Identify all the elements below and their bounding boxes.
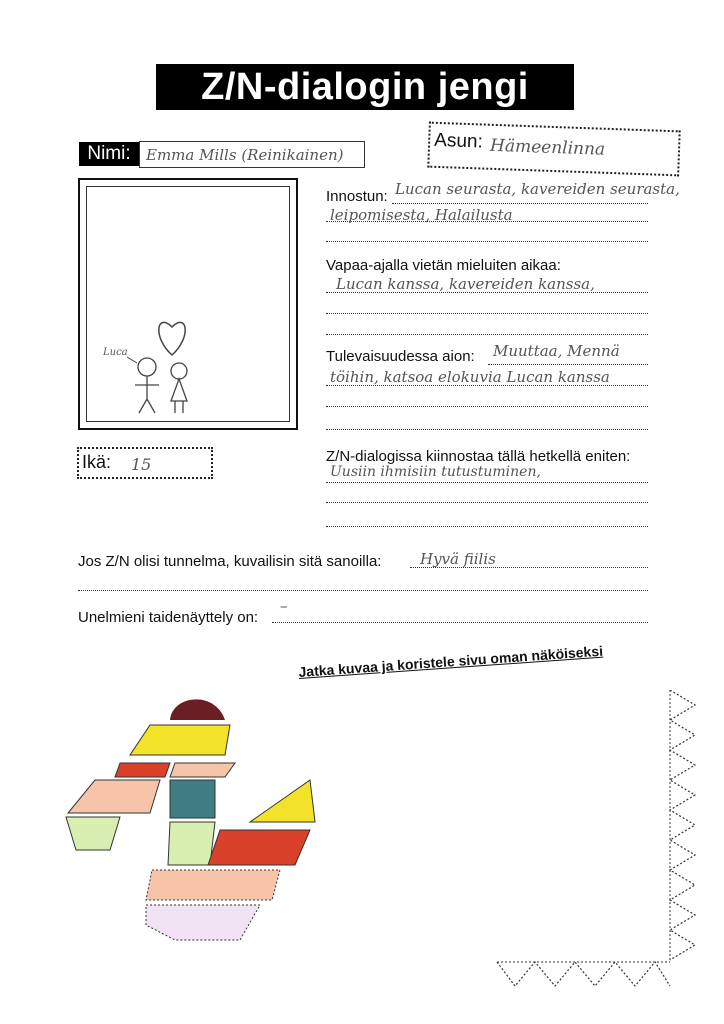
- q2-line2: [326, 313, 648, 314]
- portrait-frame: [78, 178, 298, 430]
- q1-label: Innostun:: [326, 188, 388, 205]
- portrait-drawing: [87, 187, 287, 417]
- q3-line4: [326, 429, 648, 430]
- q1-line1: [392, 203, 648, 204]
- age-value: 15: [131, 455, 152, 474]
- q4-line3: [326, 526, 648, 527]
- exhibition-answer: –: [280, 597, 288, 615]
- q1-line2: [326, 221, 648, 222]
- q3-answer-line2: töihin, katsoa elokuvia Lucan kanssa: [330, 368, 610, 386]
- mood-line1: [410, 567, 648, 568]
- page-title: Z/N-dialogin jengi: [156, 64, 574, 110]
- portrait-caption: Luca: [103, 347, 128, 358]
- q4-answer-line1: Uusiin ihmisiin tutustuminen,: [330, 464, 541, 480]
- age-box: [77, 447, 213, 479]
- q2-line3: [326, 334, 648, 335]
- age-label: Ikä:: [82, 452, 112, 472]
- exhibition-line: [272, 622, 648, 623]
- q3-label: Tulevaisuudessa aion:: [326, 348, 475, 365]
- q4-line2: [326, 502, 648, 503]
- q1-answer-line1: Lucan seurasta, kavereiden seurasta,: [395, 180, 680, 198]
- q2-line1: [326, 292, 648, 293]
- residence-label: Asun:: [433, 129, 484, 153]
- name-field: [139, 141, 365, 168]
- q3-answer-line1: Muuttaa, Mennä: [493, 342, 620, 360]
- mood-label: Jos Z/N olisi tunnelma, kuvailisin sitä sanoilla:: [78, 553, 382, 570]
- zigzag-border: [495, 690, 705, 990]
- mood-answer: Hyvä fiilis: [420, 550, 496, 568]
- q3-line1: [488, 364, 648, 365]
- mood-line2: [78, 590, 648, 591]
- name-label: Nimi:: [79, 142, 139, 166]
- instruction-text: Jatka kuvaa ja koristele sivu oman näköiseksi: [298, 642, 604, 680]
- q1-line3: [326, 241, 648, 242]
- q2-answer-line1: Lucan kanssa, kavereiden kanssa,: [336, 275, 595, 293]
- zn-logo-drawing: [60, 685, 320, 975]
- q3-line3: [326, 406, 648, 407]
- q2-label: Vapaa-ajalla vietän mieluiten aikaa:: [326, 257, 561, 274]
- q4-line1: [326, 482, 648, 483]
- residence-box: [427, 122, 680, 177]
- q1-answer-line2: leipomisesta, Halailusta: [330, 206, 513, 224]
- q4-label: Z/N-dialogissa kiinnostaa tällä hetkellä eniten:: [326, 448, 631, 465]
- exhibition-label: Unelmieni taidenäyttely on:: [78, 609, 259, 626]
- q3-line2: [326, 385, 648, 386]
- name-value: Emma Mills (Reinikainen): [146, 146, 344, 164]
- residence-value: Hämeenlinna: [489, 135, 606, 160]
